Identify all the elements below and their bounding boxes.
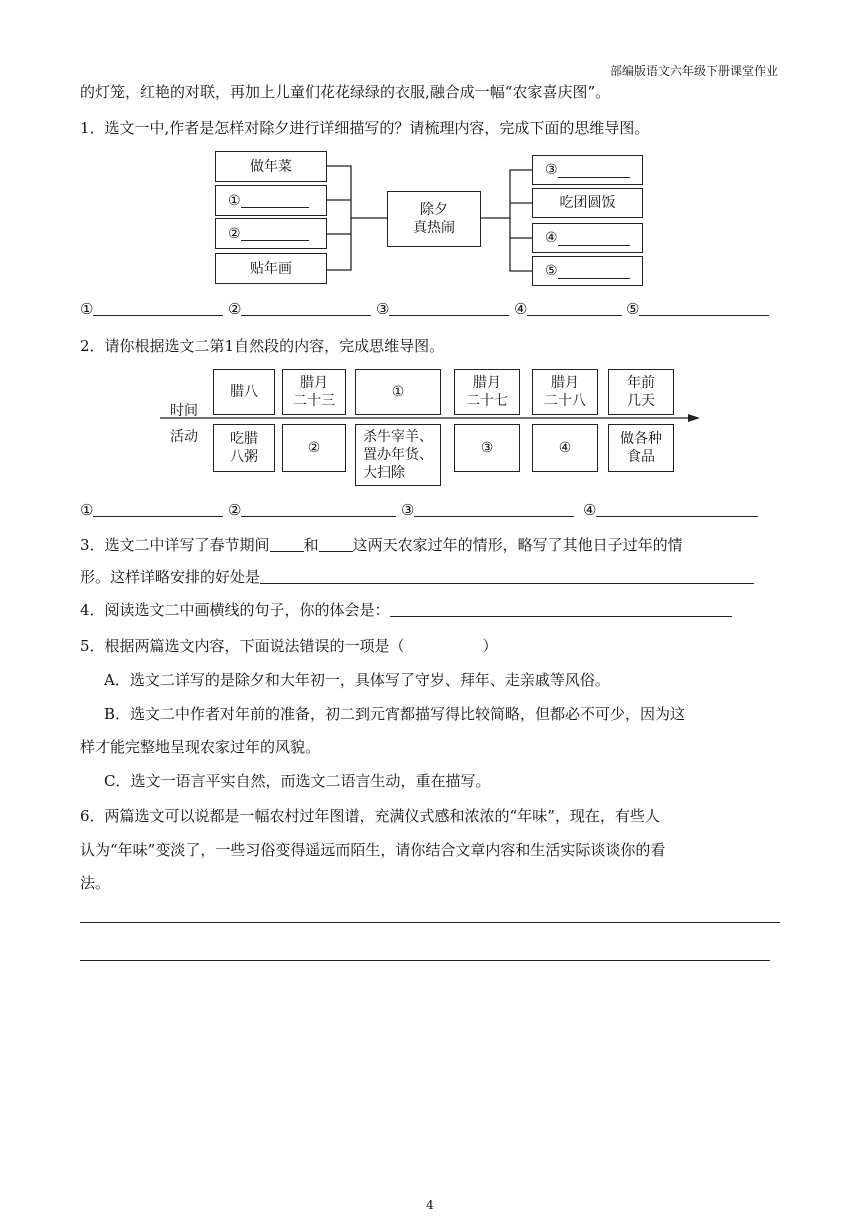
q5-option-b-line-2: 样才能完整地呈现农家过年的风貌。 [80,738,321,756]
page-number: 4 [426,1198,434,1212]
q2-answer-1[interactable]: ① [80,501,223,521]
q1-answer-1[interactable]: ① [80,300,223,320]
q6-line-2: 认为“年味”变淡了，一些习俗变得遥远而陌生，请你结合文章内容和生活实际谈谈你的看 [80,841,666,859]
q5-option-c: C．选文一语言平实自然，而选文二语言生动，重在描写。 [104,772,491,790]
activity-cell-2: ② [282,424,346,472]
q6-line-1: 6．两篇选文可以说都是一幅农村过年图谱，充满仪式感和浓浓的“年味”，现在，有些人 [80,807,660,825]
q1-right-box-1: ③ [532,155,643,185]
q2-answer-2[interactable]: ② [228,501,396,521]
activity-cell-6: 做各种 食品 [608,424,674,472]
activity-cell-4: ③ [454,424,520,472]
axis-activity-label: 活动 [170,429,198,445]
q1-right-box-4: ⑤ [532,256,643,286]
q2-answer-3[interactable]: ③ [401,501,574,521]
q4-line: 4．阅读选文二中画横线的句子，你的体会是： [80,600,732,620]
q5-option-a: A．选文二详写的是除夕和大年初一，具体写了守岁、拜年、走亲戚等风俗。 [104,671,610,689]
q5-text: 5．根据两篇选文内容，下面说法错误的一项是（ ） [80,637,498,655]
q3-line-2: 形。这样详略安排的好处是 [80,567,754,587]
q1-left-box-3: ② [215,218,327,249]
q2-text: 2．请你根据选文二第1自然段的内容，完成思维导图。 [80,337,445,355]
q5-option-b-line-1: B．选文二中作者对年前的准备，初二到元宵都描写得比较简略，但都必不可少，因为这 [104,705,686,723]
q2-answer-4[interactable]: ④ [583,501,758,521]
q1-text: 1．选文一中,作者是怎样对除夕进行详细描写的？请梳理内容，完成下面的思维导图。 [80,119,650,137]
time-cell-5: 腊月 二十八 [532,369,598,415]
q6-line-3: 法。 [80,874,111,892]
q1-center-box: 除夕 真热闹 [387,191,481,247]
q1-left-box-2: ① [215,185,327,216]
q5-answer-blank[interactable] [405,638,483,653]
q4-answer-blank[interactable] [390,601,732,617]
time-cell-1: 腊八 [213,369,275,415]
q3-line-1: 3．选文二中详写了春节期间 和 这两天农家过年的情形，略写了其他日子过年的情 [80,536,683,554]
q1-left-box-1: 做年菜 [215,151,327,182]
q1-right-box-2: 吃团圆饭 [532,188,643,218]
q6-answer-line-1[interactable] [80,922,780,923]
activity-cell-1: 吃腊 八粥 [213,424,275,472]
q1-right-box-3: ④ [532,223,643,253]
time-cell-6: 年前 几天 [608,369,674,415]
q3-blank-1[interactable] [270,536,304,552]
q1-answer-5[interactable]: ⑤ [626,300,769,320]
q3-answer-blank[interactable] [260,568,754,584]
time-cell-2: 腊月 二十三 [282,369,346,415]
q1-answer-3[interactable]: ③ [376,300,509,320]
q3-blank-2[interactable] [319,536,353,552]
activity-cell-5: ④ [532,424,598,472]
axis-time-label: 时间 [170,403,198,419]
q1-answer-4[interactable]: ④ [514,300,622,320]
time-cell-3: ① [355,369,441,415]
q6-answer-line-2[interactable] [80,960,770,961]
page-header: 部编版语文六年级下册课堂作业 [609,64,778,78]
q1-answer-2[interactable]: ② [228,300,371,320]
intro-line: 的灯笼，红艳的对联，再加上儿童们花花绿绿的衣服,融合成一幅“农家喜庆图”。 [80,83,611,101]
q1-left-box-4: 贴年画 [215,253,327,284]
activity-cell-3: 杀牛宰羊、 置办年货、 大扫除 [355,424,441,486]
time-cell-4: 腊月 二十七 [454,369,520,415]
